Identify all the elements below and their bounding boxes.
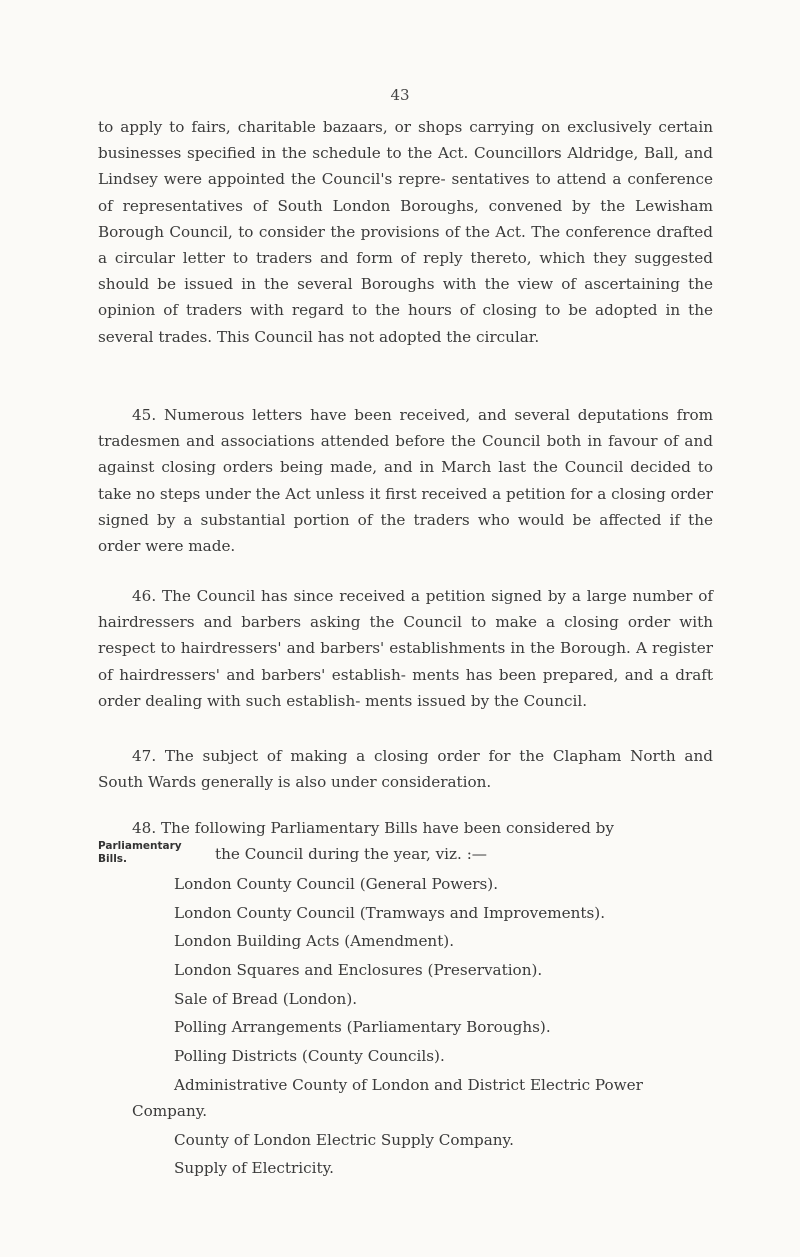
bill-item: Administrative County of London and District Electric Power Company.	[132, 1075, 643, 1120]
bill-list	[132, 871, 722, 1184]
paragraph-46: 46. The Council has since received a petition signed by a large number of hairdressers and barbers asking the Council to make a closing order with respect to hairdressers' and barbers' establishments in the Borough. A register of hairdressers' and barbers' establish- ments has been prepared, and a draft order dealing with such establish- ments issued by the Council.	[98, 587, 713, 710]
bill-item: County of London Electric Supply Company.	[174, 1130, 514, 1149]
bill-item: Supply of Electricity.	[174, 1159, 335, 1178]
margin-note-parliamentary-bills	[98, 840, 208, 866]
paragraph-47: 47. The subject of making a closing order for the Clapham North and South Wards generally is also under consideration.	[98, 747, 713, 792]
paragraph-48-continuation: the Council during the year, viz. :—	[215, 845, 487, 863]
paragraph-45: 45. Numerous letters have been received, and several deputations from tradesmen and associations attended before the Council both in favour of and against closing orders being made, and in March last the Council decided to take no steps under the Act unless it first received a petition for a closing order signed by a substantial portion of the traders who would be affected if the order were made.	[98, 406, 713, 556]
paragraph-continuation: to apply to fairs, charitable bazaars, or shops carrying on exclusively certain businesses specified in the schedule to the Act. Councillors Aldridge, Ball, and Lindsey were appointed the Council's repre- sentatives to attend a conference of representatives of South London Boroughs, convened by the Lewisham Borough Council, to consider the provisions of the Act. The conference drafted a circular letter to traders and form of reply thereto, which they suggested should be issued in the several Boroughs with the view of ascertaining the opinion of traders with regard to the hours of closing to be adopted in the several trades. This Council has not adopted the circular.	[98, 118, 713, 346]
bill-item: London Building Acts (Amendment).	[174, 932, 455, 951]
bill-item: London County Council (General Powers).	[174, 875, 499, 893]
paragraph-48-heading: 48. The following Parliamentary Bills have been considered by	[132, 819, 614, 837]
margin-note-line: Bills.	[98, 853, 128, 865]
bill-item: London Squares and Enclosures (Preservation).	[174, 961, 543, 980]
margin-note-line: Parliamentary	[98, 840, 182, 852]
bill-item: London County Council (Tramways and Improvements).	[174, 903, 606, 922]
bill-item: Polling Arrangements (Parliamentary Boroughs).	[174, 1018, 551, 1037]
page-number: 43	[390, 86, 410, 104]
bill-item: Polling Districts (County Councils).	[174, 1047, 445, 1066]
bill-item: Sale of Bread (London).	[174, 989, 358, 1008]
